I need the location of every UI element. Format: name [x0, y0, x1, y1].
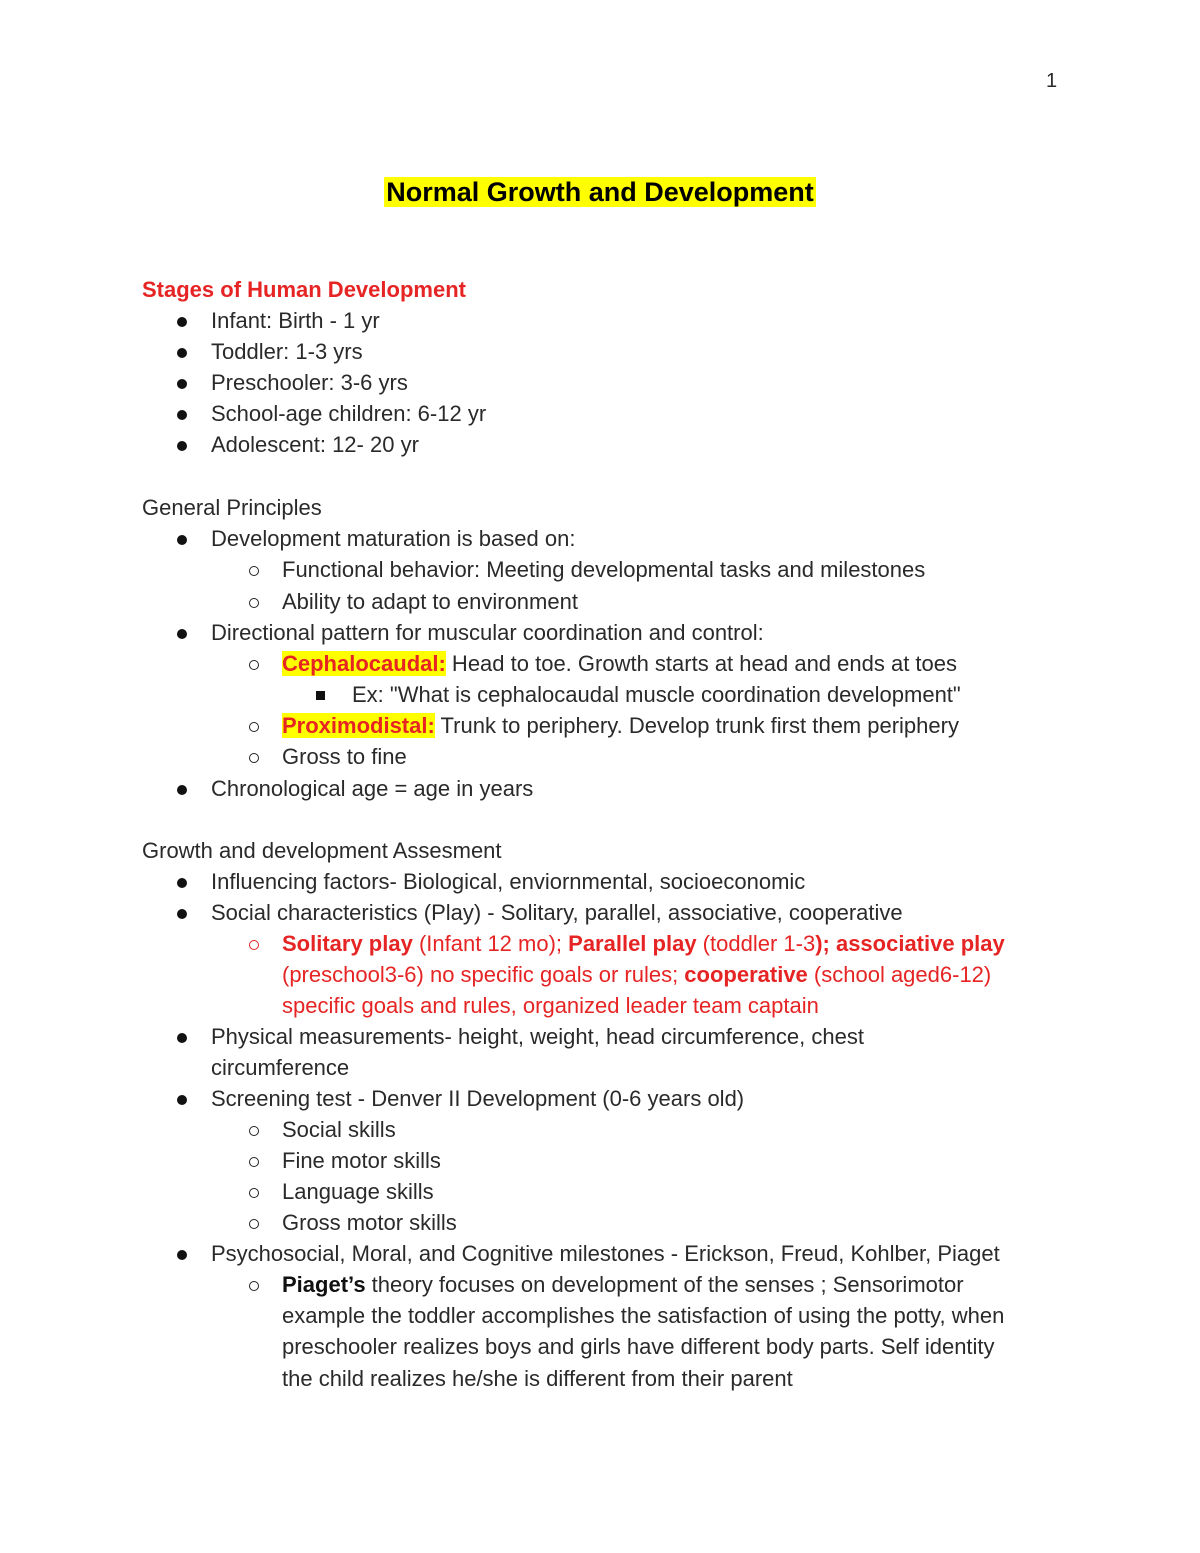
- bullet-disc: [177, 441, 187, 451]
- document-title: [0, 175, 1200, 209]
- stage-item: Infant: Birth - 1 yr: [211, 308, 380, 333]
- bullet-disc: [177, 1033, 187, 1043]
- stage-item: School-age children: 6-12 yr: [211, 401, 487, 426]
- bullet-disc: [177, 1250, 187, 1260]
- bullet-circle: [249, 1281, 259, 1291]
- cephalocaudal-example: Ex: "What is cephalocaudal muscle coordination development": [352, 682, 961, 707]
- stages-heading: Stages of Human Development: [142, 277, 466, 302]
- screening-item: Screening test - Denver II Development (0-6 years old): [211, 1086, 745, 1111]
- cooperative-term: cooperative: [684, 962, 808, 987]
- solitary-play-term: Solitary play: [282, 931, 413, 956]
- psychosocial-item: Psychosocial, Moral, and Cognitive milestones - Erickson, Freud, Kohlber, Piaget: [211, 1241, 1000, 1266]
- chronological-item: Chronological age = age in years: [211, 776, 534, 801]
- page-number: 1: [1046, 70, 1058, 92]
- bullet-disc: [177, 909, 187, 919]
- parallel-play-term: Parallel play: [568, 931, 697, 956]
- play-line-3: specific goals and rules, organized leader team captain: [282, 993, 819, 1018]
- screening-subitem: Gross motor skills: [282, 1210, 457, 1235]
- bullet-disc: [177, 379, 187, 389]
- bullet-circle: [249, 722, 259, 732]
- cephalocaudal-term: Cephalocaudal:: [282, 651, 446, 676]
- bullet-circle: [249, 940, 259, 950]
- associative-desc: (preschool3-6) no specific goals or rules;: [282, 962, 685, 987]
- bullet-disc: [177, 785, 187, 795]
- bullet-disc: [177, 1095, 187, 1105]
- solitary-play-age: (Infant 12 mo);: [412, 931, 569, 956]
- principles-heading: General Principles: [142, 495, 322, 520]
- stage-item: Preschooler: 3-6 yrs: [211, 370, 408, 395]
- bullet-circle: [249, 1126, 259, 1136]
- bullet-circle: [249, 1188, 259, 1198]
- title-text: Normal Growth and Development: [386, 177, 814, 207]
- bullet-circle: [249, 660, 259, 670]
- play-line-1: [282, 928, 1005, 959]
- social-item: Social characteristics (Play) - Solitary, parallel, associative, cooperative: [211, 900, 903, 925]
- physical-item: Physical measurements- height, weight, head circumference, chest: [211, 1024, 864, 1049]
- bullet-circle: [249, 1219, 259, 1229]
- maturation-item: Development maturation is based on:: [211, 526, 576, 551]
- screening-subitem: Language skills: [282, 1179, 434, 1204]
- bullet-circle: [249, 753, 259, 763]
- bullet-disc: [177, 317, 187, 327]
- cooperative-age: (school aged6-12): [807, 962, 992, 987]
- parallel-play-age: (toddler 1-3: [696, 931, 816, 956]
- cephalocaudal-item: [282, 648, 957, 679]
- directional-item: Directional pattern for muscular coordination and control:: [211, 620, 764, 645]
- proximodistal-item: [282, 710, 959, 741]
- bullet-disc: [177, 535, 187, 545]
- piaget-text-1: theory focuses on development of the senses ; Sensorimotor: [365, 1272, 964, 1297]
- bullet-circle: [249, 566, 259, 576]
- piaget-line-4: the child realizes he/she is different from their parent: [282, 1366, 793, 1391]
- piaget-term: Piaget’s: [282, 1272, 366, 1297]
- bullet-circle: [249, 598, 259, 608]
- gross-fine-item: Gross to fine: [282, 744, 407, 769]
- cephalocaudal-text: Head to toe. Growth starts at head and ends at toes: [445, 651, 958, 676]
- play-line-2: [282, 959, 991, 990]
- physical-item-cont: circumference: [211, 1055, 350, 1080]
- piaget-line-3: preschooler realizes boys and girls have different body parts. Self identity: [282, 1334, 995, 1359]
- bullet-disc: [177, 348, 187, 358]
- proximodistal-text: Trunk to periphery. Develop trunk first them periphery: [434, 713, 959, 738]
- bullet-circle: [249, 1157, 259, 1167]
- piaget-line-1: [282, 1269, 964, 1300]
- piaget-line-2: example the toddler accomplishes the satisfaction of using the potty, when: [282, 1303, 1005, 1328]
- screening-subitem: Social skills: [282, 1117, 396, 1142]
- adapt-item: Ability to adapt to environment: [282, 589, 578, 614]
- bullet-disc: [177, 629, 187, 639]
- stage-item: Adolescent: 12- 20 yr: [211, 432, 419, 457]
- functional-item: Functional behavior: Meeting developmental tasks and milestones: [282, 557, 926, 582]
- screening-subitem: Fine motor skills: [282, 1148, 441, 1173]
- stage-item: Toddler: 1-3 yrs: [211, 339, 363, 364]
- bullet-disc: [177, 410, 187, 420]
- proximodistal-term: Proximodistal:: [282, 713, 435, 738]
- associative-play-term: ); associative play: [815, 931, 1005, 956]
- influencing-item: Influencing factors- Biological, enviornmental, socioeconomic: [211, 869, 806, 894]
- bullet-square: [316, 691, 325, 700]
- assessment-heading: Growth and development Assesment: [142, 838, 502, 863]
- bullet-disc: [177, 878, 187, 888]
